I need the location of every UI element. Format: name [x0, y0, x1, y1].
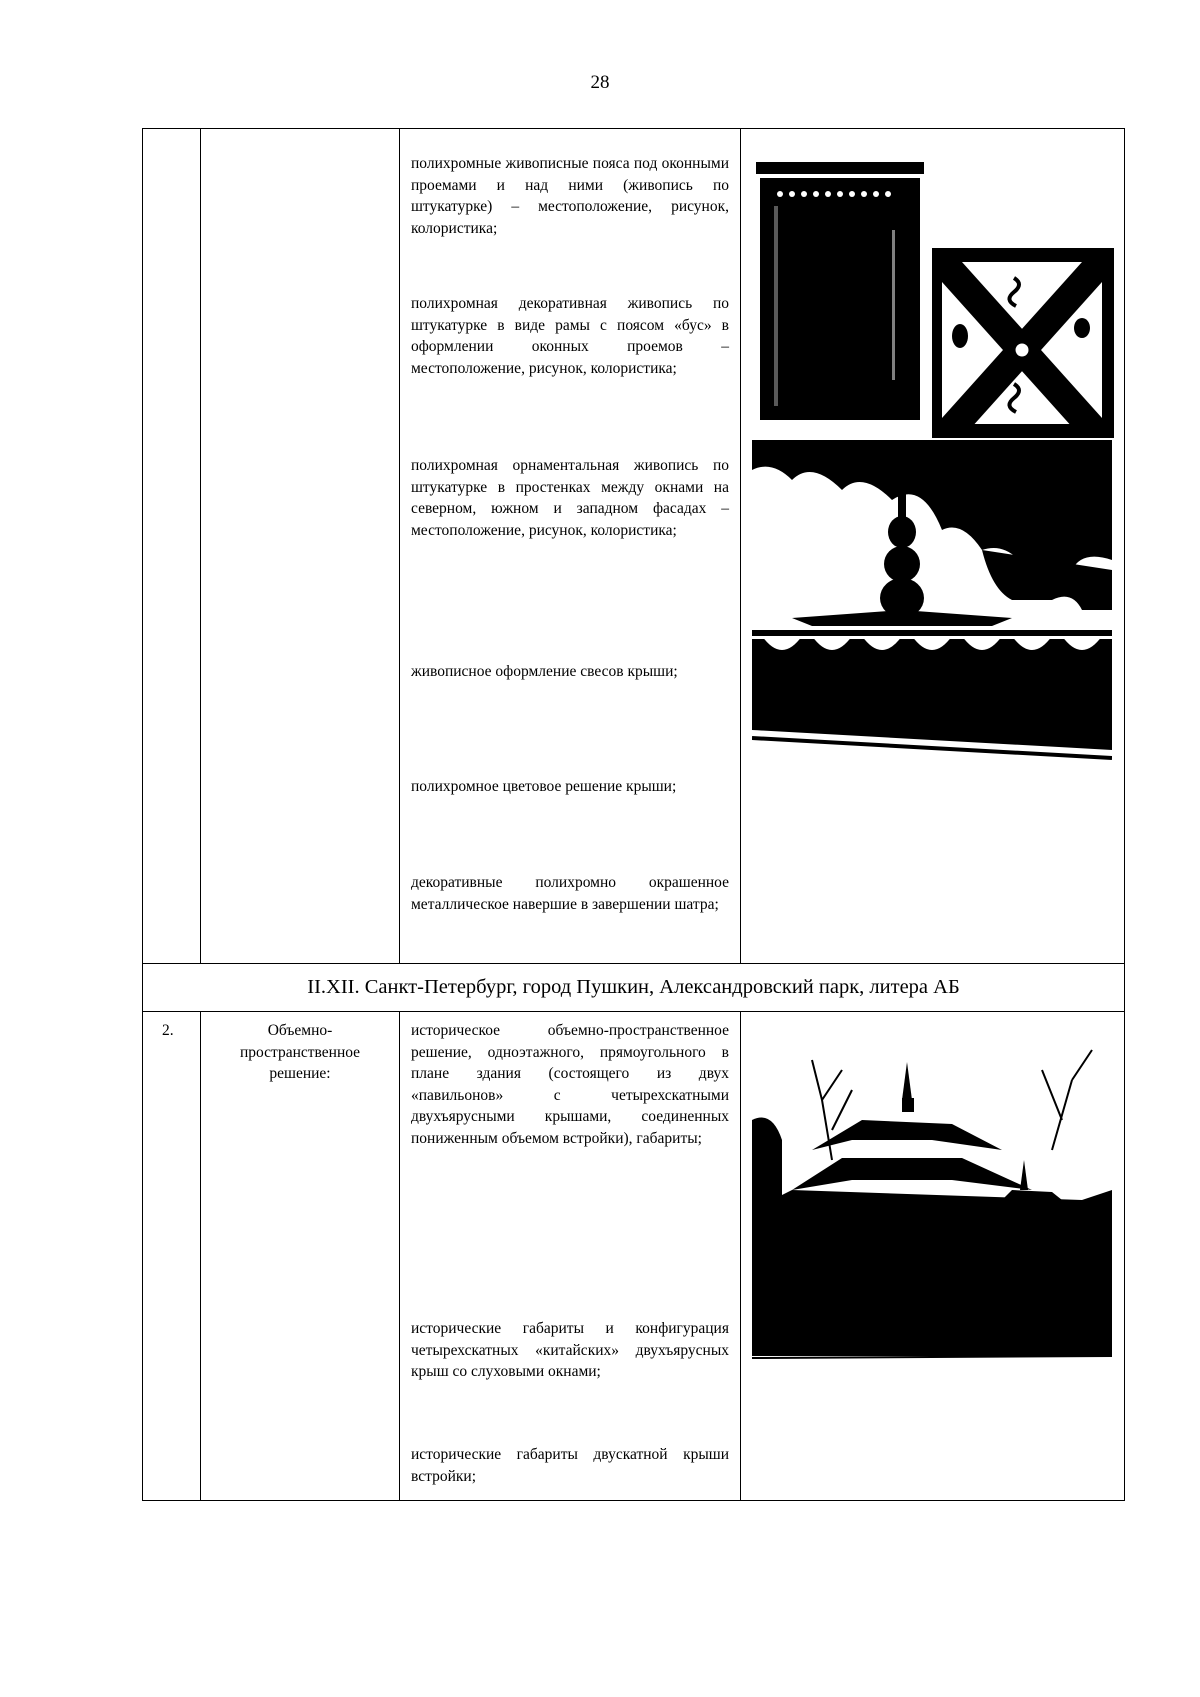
description-item: исторические габариты двускатной крыши встройки;: [411, 1446, 729, 1485]
row-number: 2.: [162, 1022, 174, 1039]
col-divider-1-bottom: [200, 1011, 201, 1501]
col-divider-2-bottom: [399, 1011, 400, 1501]
description-item: полихромные живописные пояса под оконными проемами и над ними (живопись по штукатурке) – местоположение, рисунок, колористика;: [411, 155, 729, 237]
description-item: полихромная декоративная живопись по штукатурке в виде рамы с поясом «бус» в оформлении оконных проемов – местоположение, рисунок, колористика;: [411, 295, 729, 377]
col-divider-3-bottom: [740, 1011, 741, 1501]
pavilion-photo: [752, 1040, 1112, 1368]
col-divider-3-top: [740, 128, 741, 963]
description-item: историческое объемно-пространственное решение, одноэтажного, прямоугольного в плане здания (состоящего из двух «павильонов» с четырехскатными двухъярусными крышами, соединенных пониженным объемом встройки), габариты;: [411, 1022, 729, 1147]
page-number: 28: [590, 72, 610, 93]
wall-panel-ornament-photo: [932, 238, 1114, 438]
description-item: живописное оформление свесов крыши;: [411, 663, 678, 680]
roof-finial-eaves-photo: [752, 440, 1112, 760]
description-item: полихромное цветовое решение крыши;: [411, 778, 677, 795]
description-item: полихромная орнаментальная живопись по штукатурке в простенках между окнами на северном, южном и западном фасадах – местоположение, рисунок, колористика;: [411, 457, 729, 539]
description-item: исторические габариты и конфигурация четырехскатных «китайских» двухъярусных крыш со слуховыми окнами;: [411, 1320, 729, 1380]
col-divider-1-top: [200, 128, 201, 963]
description-item: декоративные полихромно окрашенное металлическое навершие в завершении шатра;: [411, 874, 729, 913]
row-category: Объемно-пространственное решение:: [239, 1022, 361, 1082]
section-heading: II.XII. Санкт-Петербург, город Пушкин, Александровский парк, литера АБ: [307, 976, 960, 998]
col-divider-2-top: [399, 128, 400, 963]
heading-row-bottom: [142, 1011, 1125, 1012]
facade-window-frame-photo: [752, 150, 932, 440]
